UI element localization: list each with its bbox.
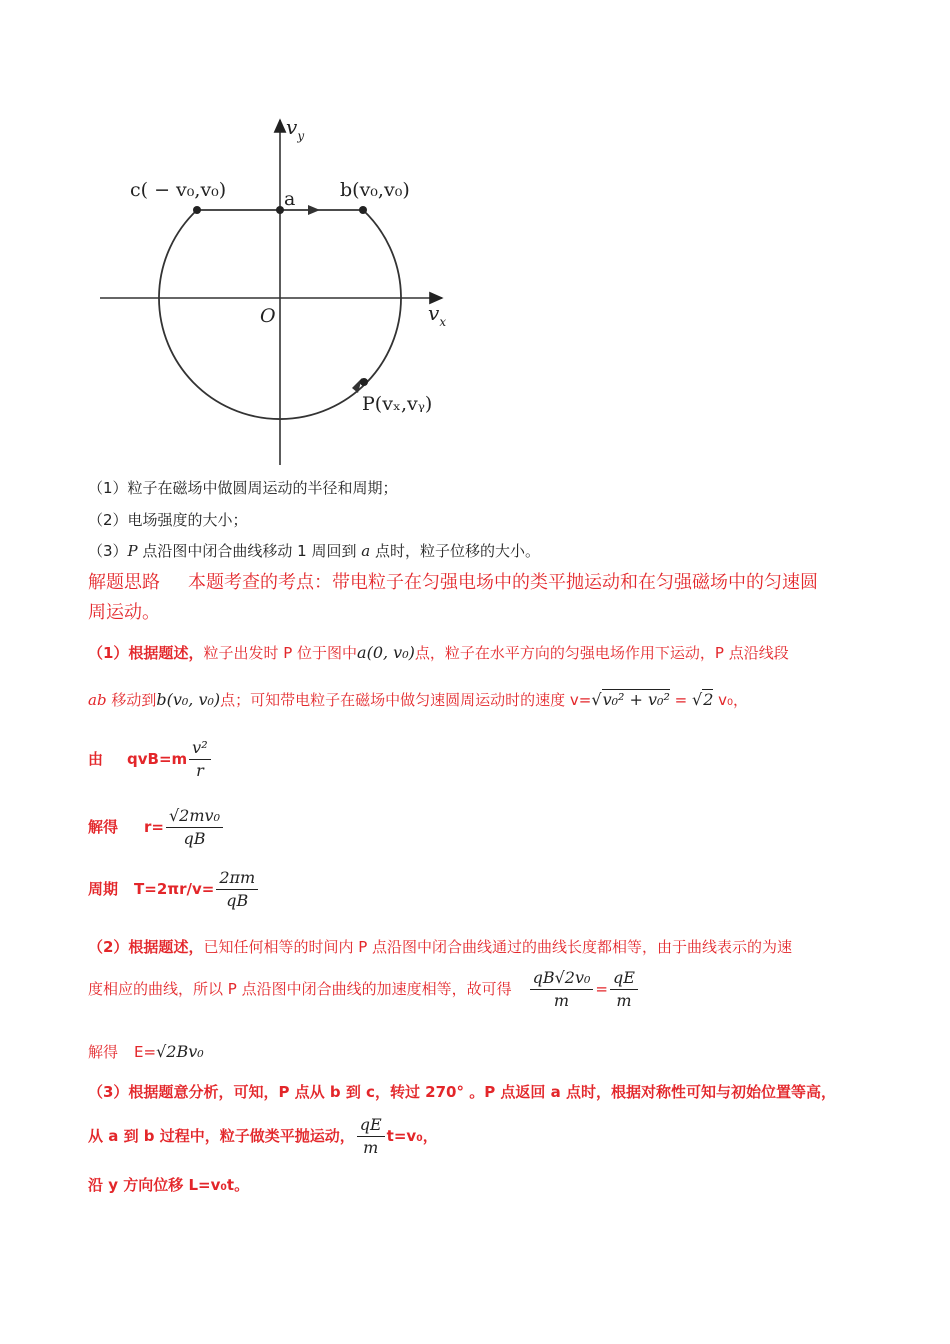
point-c-label: c( − v₀,v₀): [130, 179, 227, 201]
sqrt-expression: √v₀² + v₀²: [591, 690, 670, 709]
part3-text: 从 a 到 b 过程中，粒子做类平抛运动，: [88, 1127, 355, 1145]
point-b-coord: b(v₀, v₀): [156, 690, 221, 709]
part3-line3: 沿 y 方向位移 L=v₀t。: [88, 1176, 250, 1194]
part1-text-a: 粒子出发时 P 位于图中: [203, 644, 358, 662]
period-equation: [88, 868, 260, 911]
radius-left: r=: [144, 818, 164, 836]
part2-text-a: 已知任何相等的时间内 P 点沿图中闭合曲线通过的曲线长度都相等，由于曲线表示的为速: [203, 938, 793, 956]
part1-tail: v₀，: [713, 691, 749, 709]
question-1: （1）粒子在磁场中做圆周运动的半径和周期；: [88, 479, 398, 497]
q3-mid: 点沿图中闭合曲线移动 1 周回到: [137, 542, 362, 560]
part2-text-b: 度相应的曲线，所以 P 点沿图中闭合曲线的加速度相等，故可得: [88, 980, 512, 998]
part2-line2: [88, 968, 640, 1011]
force-equation: [88, 738, 213, 781]
point-b-label: b(v₀,v₀): [340, 179, 410, 201]
solve-label: 解得: [88, 818, 119, 836]
part1-text-d: 点；可知带电粒子在磁场中做匀速圆周运动时的速度 v=: [220, 691, 592, 709]
segment-arrow: [308, 205, 320, 215]
q3-post: 点时，粒子位移的大小。: [370, 542, 540, 560]
force-left: qvB=m: [127, 750, 188, 768]
part2-solve-label: 解得: [88, 1043, 119, 1061]
part2-prefix: （2）根据题述，: [88, 938, 204, 956]
radius-fraction: $\frac{\text{√2mv₀}}{qB}$: [166, 806, 223, 849]
part3-line2: [88, 1115, 438, 1158]
point-b: [359, 206, 367, 214]
equals: =: [669, 691, 692, 709]
analysis-intro: [88, 570, 818, 596]
radius-equation: [88, 806, 225, 849]
question-3: [88, 541, 540, 561]
question-2: （2）电场强度的大小；: [88, 511, 248, 529]
force-fraction: $\frac{\text{v²}}{r}$: [189, 738, 210, 781]
segment-ab: ab: [88, 691, 107, 709]
part1-prefix: （1）根据题述，: [88, 644, 204, 662]
q3-a: a: [361, 542, 371, 560]
part3-line1: （3）根据题意分析，可知，P 点从 b 到 c，转过 270° 。P 点返回 a 点时，根据对称性可知与初始位置等高，: [88, 1083, 836, 1101]
point-a-coord: a(0, v₀): [357, 643, 415, 662]
by-label: 由: [88, 750, 104, 768]
q3-p: P: [127, 542, 138, 560]
part1-text-c: 移动到: [106, 691, 157, 709]
field-value: √2Bv₀: [156, 1042, 204, 1061]
part1-line1: [88, 643, 789, 663]
period-fraction: $\frac{2\pi m}{qB}$: [216, 868, 258, 911]
point-a-label: a: [284, 188, 296, 210]
accel-fraction-2: $\frac{qE}{m}$: [610, 968, 638, 1011]
q3-prefix: （3）: [88, 542, 128, 560]
period-label: 周期: [88, 880, 119, 898]
vx-label: $v_x$: [428, 301, 447, 329]
part3-tail: t=v₀，: [386, 1127, 438, 1145]
point-c: [193, 206, 201, 214]
point-a: [276, 206, 284, 214]
part1-line2: [88, 690, 748, 710]
accel-fraction-1: $\frac{\text{qB√2v₀}}{m}$: [530, 968, 594, 1011]
period-left: T=2πr/v=: [134, 880, 215, 898]
vy-label: $v_y$: [286, 115, 305, 143]
point-p-label: P(vₓ,vᵧ): [362, 393, 433, 415]
analysis-intro-text: 本题考查的考点：带电粒子在匀强电场中的类平抛运动和在匀强磁场中的匀速圆: [188, 572, 818, 593]
field-result: [88, 1042, 204, 1062]
accel-equals: =: [595, 980, 608, 998]
sqrt-two: √2: [691, 690, 714, 709]
point-p: [360, 378, 368, 386]
analysis-heading: 解题思路: [88, 572, 160, 593]
part3-fraction: $\frac{qE}{m}$: [357, 1115, 385, 1158]
part1-text-b: 点，粒子在水平方向的匀强电场作用下运动，P 点沿线段: [414, 644, 789, 662]
origin-label: O: [260, 305, 276, 327]
velocity-diagram: [90, 110, 450, 470]
part2-line1: [88, 937, 792, 957]
field-left: E=: [134, 1043, 157, 1061]
analysis-intro-cont: 周运动。: [88, 602, 160, 623]
